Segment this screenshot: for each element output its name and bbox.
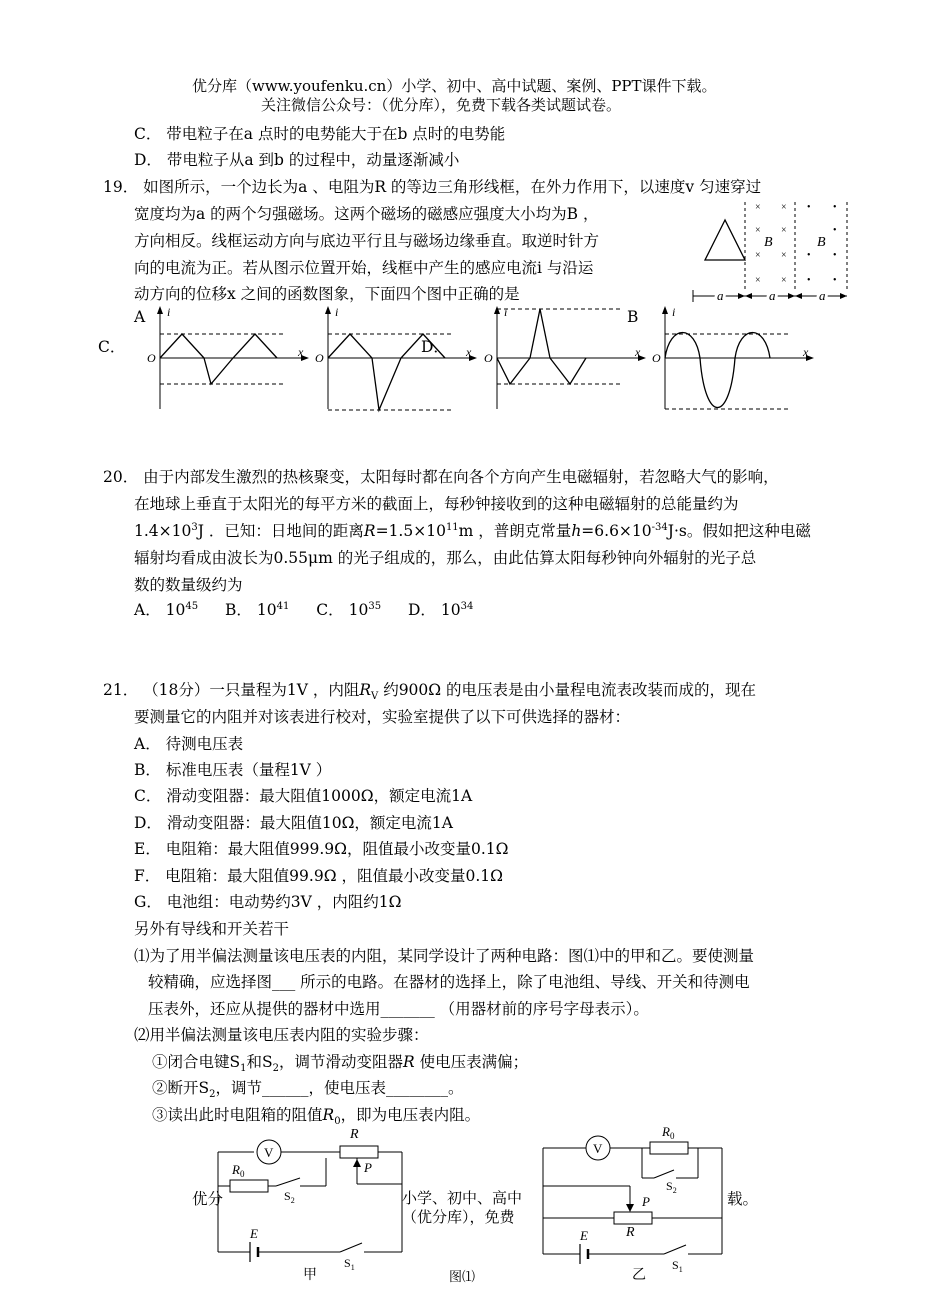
- switch-s2: [654, 1170, 674, 1178]
- q19-line-4: 向的电流为正。若从图示位置开始，线框中产生的感应电流i 与沿运: [134, 259, 594, 277]
- watermark-mid-1: 小学、初中、高中: [402, 1189, 523, 1207]
- graph-label-b: B: [627, 308, 639, 326]
- graph-a: [145, 304, 315, 416]
- q20-option-d: D． $10^{34}$: [408, 600, 474, 619]
- label-jia: 甲: [303, 1267, 317, 1283]
- cross-mark: ×: [755, 250, 761, 261]
- svg-text:V: V: [264, 1145, 274, 1160]
- graph-d: [313, 304, 483, 416]
- svg-text:R0: $R_0$: [662, 1124, 675, 1141]
- q20-line-5: 数的数量级约为: [134, 576, 243, 594]
- figure-caption: 图⑴: [449, 1270, 476, 1285]
- q19-line-2: 宽度均为a 的两个匀强磁场。这两个磁场的磁感应强度大小均为B ，: [134, 205, 599, 223]
- field-b-left: B: [764, 235, 773, 250]
- axis-i: i: [167, 305, 171, 319]
- q21-line-2: 要测量它的内阻并对该表进行校对，实验室提供了以下可供选择的器材：: [134, 708, 631, 726]
- svg-text:E: E: [580, 1228, 588, 1243]
- cross-mark: ×: [755, 275, 761, 286]
- svg-text:R: R: [626, 1225, 635, 1240]
- q21-line-1: 21． （18分）一只量程为1V ，内阻$R_V$ 约900Ω 的电压表是由小量程电流表改装而成的，现在: [103, 681, 757, 703]
- header-line-2: 关注微信公众号：（优分库），免费下载各类试题试卷。: [261, 96, 622, 114]
- svg-text:E: E: [250, 1226, 258, 1241]
- svg-text:R0: $R_0$: [232, 1162, 245, 1179]
- q20-option-c: C． $10^{35}$: [316, 600, 382, 619]
- cross-mark: ×: [781, 275, 787, 286]
- dot-mark: •: [833, 225, 837, 236]
- origin-o: O: [484, 351, 493, 365]
- watermark-mid-2: （优分库），免费: [402, 1208, 515, 1226]
- q21-step2: ②断开$S_2$，调节______，使电压表________。: [152, 1079, 464, 1101]
- dot-mark: •: [833, 202, 837, 213]
- axis-i: i: [504, 305, 508, 319]
- q21-item-b: B． 标准电压表（量程1V ）: [134, 761, 332, 779]
- header-line-1: 优分库（www.youfenku.cn）小学、初中、高中试题、案例、PPT课件下载。: [192, 77, 717, 95]
- q19-line-3: 方向相反。线框运动方向与底边平行且与磁场边缘垂直。取逆时针方: [134, 232, 600, 250]
- graph-c: [482, 304, 652, 416]
- q18-option-d: D． 带电粒子从a 到b 的过程中，动量逐渐减小: [134, 151, 460, 169]
- dot-mark: •: [807, 275, 811, 286]
- q21-part1-line2: 较精确，应选择图___ 所示的电路。在器材的选择上，除了电池组、导线、开关和待测电: [148, 973, 750, 991]
- origin-o: O: [652, 351, 661, 365]
- switch-s1: [340, 1243, 362, 1252]
- q20-line-2: 在地球上垂直于太阳光的每平方米的截面上，每秒钟接收到的这种电磁辐射的总能量约为: [134, 495, 739, 513]
- svg-text:P: P: [642, 1194, 650, 1209]
- axis-x: x: [803, 345, 809, 359]
- graph-label-a: A: [134, 308, 146, 326]
- q20-line-4: 辐射均看成由波长为0.55μm 的光子组成的，那么，由此估算太阳每秒钟向外辐射的光子总: [134, 549, 757, 567]
- switch-s1: [664, 1245, 686, 1254]
- q21-item-e: E． 电阻箱：最大阻值999.9Ω，阻值最小改变量0.1Ω: [134, 840, 509, 858]
- q20-options: [134, 598, 473, 620]
- watermark-left: 优分: [192, 1190, 224, 1208]
- svg-text:S2: $S_2$: [666, 1179, 677, 1195]
- switch-s2: [276, 1178, 300, 1186]
- q21-step1: ①闭合电键$S_1$和$S_2$，调节滑动变阻器R 使电压表满偏；: [152, 1053, 529, 1075]
- q19-line-1: 19． 如图所示，一个边长为a 、电阻为R 的等边三角形线框，在外力作用下，以速度v 匀速穿过: [103, 178, 762, 196]
- graph-label-c: C．: [98, 338, 126, 356]
- svg-text:V: V: [593, 1141, 603, 1156]
- q20-line-3: $1.4\times 10^3J$ ．已知：日地间的距离$R=1.5\times 10^{11}m$ ，普朗克常量$h=6.6\times 10^{-34}J\cdot s$。假如把这种电磁: [134, 521, 811, 540]
- cross-mark: ×: [781, 202, 787, 213]
- magnetic-field-figure: [685, 198, 865, 310]
- q21-extra: 另外有导线和开关若干: [134, 920, 290, 938]
- circuit-yi: [538, 1122, 728, 1272]
- origin-o: O: [147, 351, 156, 365]
- dot-mark: •: [807, 202, 811, 213]
- axis-x: x: [466, 345, 472, 359]
- dot-mark: •: [833, 250, 837, 261]
- watermark-right: 载。: [727, 1190, 759, 1208]
- q21-item-a: A． 待测电压表: [134, 735, 244, 753]
- q20-line-1: 20． 由于内部发生激烈的热核聚变，太阳每时都在向各个方向产生电磁辐射，若忽略大气的影响，: [103, 468, 779, 486]
- width-a-2: a: [769, 288, 776, 303]
- axis-i: i: [672, 305, 676, 319]
- svg-text:P: P: [364, 1160, 372, 1175]
- svg-text:S2: $S_2$: [284, 1189, 295, 1205]
- axis-x: x: [635, 345, 641, 359]
- q21-item-g: G． 电池组：电动势约3V ，内阻约1Ω: [134, 893, 402, 911]
- graph-label-d: D．: [421, 338, 449, 356]
- q21-item-c: C． 滑动变阻器：最大阻值1000Ω，额定电流1A: [134, 787, 473, 805]
- q21-part1-line3: 压表外，还应从提供的器材中选用_______ （用器材前的序号字母表示）。: [148, 1000, 649, 1018]
- field-b-right: B: [817, 235, 826, 250]
- triangle-frame: [705, 220, 745, 260]
- rheostat-r: [340, 1146, 378, 1158]
- axis-i: i: [335, 305, 339, 319]
- rheostat-r: [614, 1212, 652, 1224]
- svg-text:S1: $S_1$: [672, 1258, 683, 1272]
- dot-mark: •: [833, 275, 837, 286]
- q20-option-a: A． $10^{45}$: [134, 600, 199, 619]
- width-a-1: a: [717, 288, 724, 303]
- q21-part1-line1: ⑴为了用半偏法测量该电压表的内阻，某同学设计了两种电路：图⑴中的甲和乙。要使测量: [134, 947, 755, 965]
- axis-x: x: [298, 345, 304, 359]
- cross-mark: ×: [781, 250, 787, 261]
- cross-mark: ×: [755, 202, 761, 213]
- width-a-3: a: [819, 288, 826, 303]
- resistor-box-r0: [230, 1180, 268, 1192]
- svg-text:R: R: [350, 1127, 359, 1142]
- graph-b: [650, 304, 820, 416]
- label-yi: 乙: [632, 1267, 646, 1283]
- q18-option-c: C． 带电粒子在a 点时的电势能大于在b 点时的电势能: [134, 125, 506, 143]
- q20-option-b: B． $10^{41}$: [225, 600, 290, 619]
- svg-text:S1: $S_1$: [344, 1256, 355, 1272]
- dot-mark: •: [807, 250, 811, 261]
- q21-step3: ③读出此时电阻箱的阻值$R_0$，即为电压表内阻。: [152, 1106, 481, 1128]
- cross-mark: ×: [781, 225, 787, 236]
- cross-mark: ×: [755, 225, 761, 236]
- q19-line-5: 动方向的位移x 之间的函数图象，下面四个图中正确的是: [134, 285, 520, 303]
- q21-item-d: D． 滑动变阻器：最大阻值10Ω，额定电流1A: [134, 814, 453, 832]
- origin-o: O: [315, 351, 324, 365]
- circuit-jia: [214, 1122, 410, 1272]
- q21-part2: ⑵用半偏法测量该电压表内阻的实验步骤：: [134, 1026, 429, 1044]
- q21-item-f: F． 电阻箱：最大阻值99.9Ω ，阻值最小改变量0.1Ω: [134, 867, 503, 885]
- resistor-box-r0: [650, 1142, 688, 1154]
